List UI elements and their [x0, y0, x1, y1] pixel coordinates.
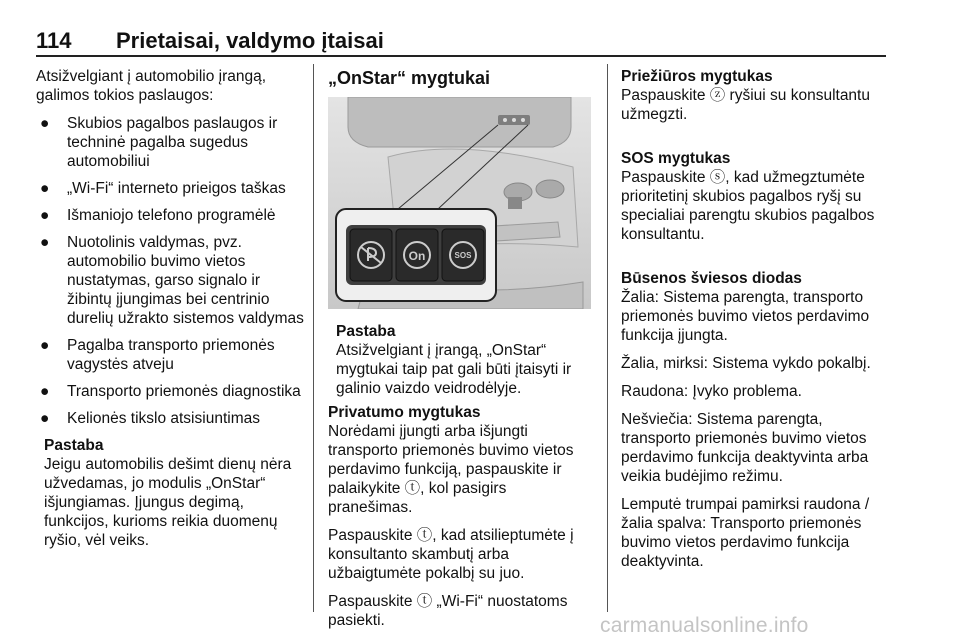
bullet-icon: ● [40, 180, 50, 197]
note-text: Jeigu automobilis dešimt dienų nėra užvedamas, jo modulis „OnStar“ išjungiamas. Įjungus degimą, funkcijos, kurioms reikia duomenų ryšio, vėl veiks. [44, 456, 292, 549]
privacy-text-3: Paspauskite ⓣ „Wi-Fi“ nuostatoms pasiekti. [328, 593, 568, 629]
status-led-red-green: Lemputė trumpai pamirksi raudona / žalia spalva: Transporto priemonės buvimo vietos perdavimo funkcija deaktyvinta. [621, 496, 870, 570]
bullet-icon: ● [40, 207, 50, 224]
note-block [36, 436, 304, 550]
overhead-console-illustration [328, 97, 591, 309]
sos-button-text: Paspauskite ⓢ, kad užmegztumėte prioritetinį skubios pagalbos ryšį su specialiai parengtu skubios pagalbos konsultantu. [621, 169, 875, 243]
bullet-icon: ● [40, 337, 50, 354]
column-3 [621, 67, 893, 580]
note-title: Pastaba [44, 437, 104, 454]
status-led-green: Žalia: Sistema parengta, transporto priemonės buvimo vietos perdavimo funkcija įjungta. [621, 289, 870, 344]
chapter-title: Prietaisai, valdymo įtaisai [116, 28, 384, 53]
list-item: ● Transporto priemonės diagnostika [40, 383, 301, 400]
list-item: ● „Wi-Fi“ interneto prieigos taškas [40, 180, 286, 197]
figure-note-block [336, 322, 591, 407]
list-item: ● Išmaniojo telefono programėlė [40, 207, 276, 224]
bullet-icon: ● [40, 115, 50, 132]
svg-text:On: On [408, 249, 426, 263]
sos-button-title: SOS mygtukas [621, 150, 731, 167]
status-led-off: Nešviečia: Sistema parengta, transporto priemonės buvimo vietos perdavimo funkcija deaktyvinta arba veikia budėjimo režimu. [621, 411, 869, 485]
status-led-title: Būsenos šviesos diodas [621, 270, 802, 287]
column-divider-2 [607, 64, 608, 612]
column-1 [36, 67, 304, 559]
onstar-buttons-figure [328, 97, 591, 309]
figure-note-text: Atsižvelgiant į įrangą, „OnStar“ mygtukai taip pat gali būti įtaisyti ir galinio vaizdo veidrodėlyje. [336, 342, 572, 397]
svg-text:SOS: SOS [454, 251, 472, 260]
list-item: ● Skubios pagalbos paslaugos ir techninė pagalba sugedus automobiliui [40, 115, 278, 170]
onstar-button-icon [396, 229, 438, 281]
privacy-button-icon [350, 229, 392, 281]
privacy-text-1: Norėdami įjungti arba išjungti transporto priemonės buvimo vietos perdavimo funkciją, paspauskite ir palaikykite ⓣ, kol pasigirs pranešimas. [328, 423, 574, 516]
onstar-buttons-title: „OnStar“ mygtukai [328, 68, 491, 88]
status-led-red: Raudona: Įvyko problema. [621, 383, 802, 400]
privacy-button-title: Privatumo mygtukas [328, 404, 481, 421]
bullet-icon: ● [40, 383, 50, 400]
privacy-section [328, 403, 593, 639]
watermark: carmanualsonline.info [600, 614, 809, 637]
service-button-title: Priežiūros mygtukas [621, 68, 773, 85]
bullet-icon: ● [40, 234, 50, 251]
column-divider-1 [313, 64, 314, 612]
status-led-green-flashing: Žalia, mirksi: Sistema vykdo pokalbį. [621, 355, 871, 372]
privacy-text-2: Paspauskite ⓣ, kad atsilieptumėte į konsultanto skambutį arba užbaigtumėte pokalbį su juo. [328, 527, 574, 582]
column-2 [328, 67, 593, 89]
header-rule [36, 55, 886, 57]
service-button-text: Paspauskite ⓩ ryšiui su konsultantu užmegzti. [621, 87, 870, 123]
page-number: 114 [36, 28, 72, 53]
list-item: ● Pagalba transporto priemonės vagystės atveju [40, 337, 275, 373]
list-item: ● Kelionės tikslo atsisiuntimas [40, 410, 260, 427]
page-header [36, 28, 886, 54]
bullet-icon: ● [40, 410, 50, 427]
sos-button-icon [442, 229, 484, 281]
list-item: ● Nuotolinis valdymas, pvz. automobilio buvimo vietos nustatymas, garso signalo ir žibintų įjungimas bei centrinio durelių užrakto sistemos valdymas [40, 234, 304, 327]
services-list [36, 114, 304, 428]
figure-note-title: Pastaba [336, 323, 396, 340]
intro-text: Atsižvelgiant į automobilio įrangą, galimos tokios paslaugos: [36, 68, 267, 104]
